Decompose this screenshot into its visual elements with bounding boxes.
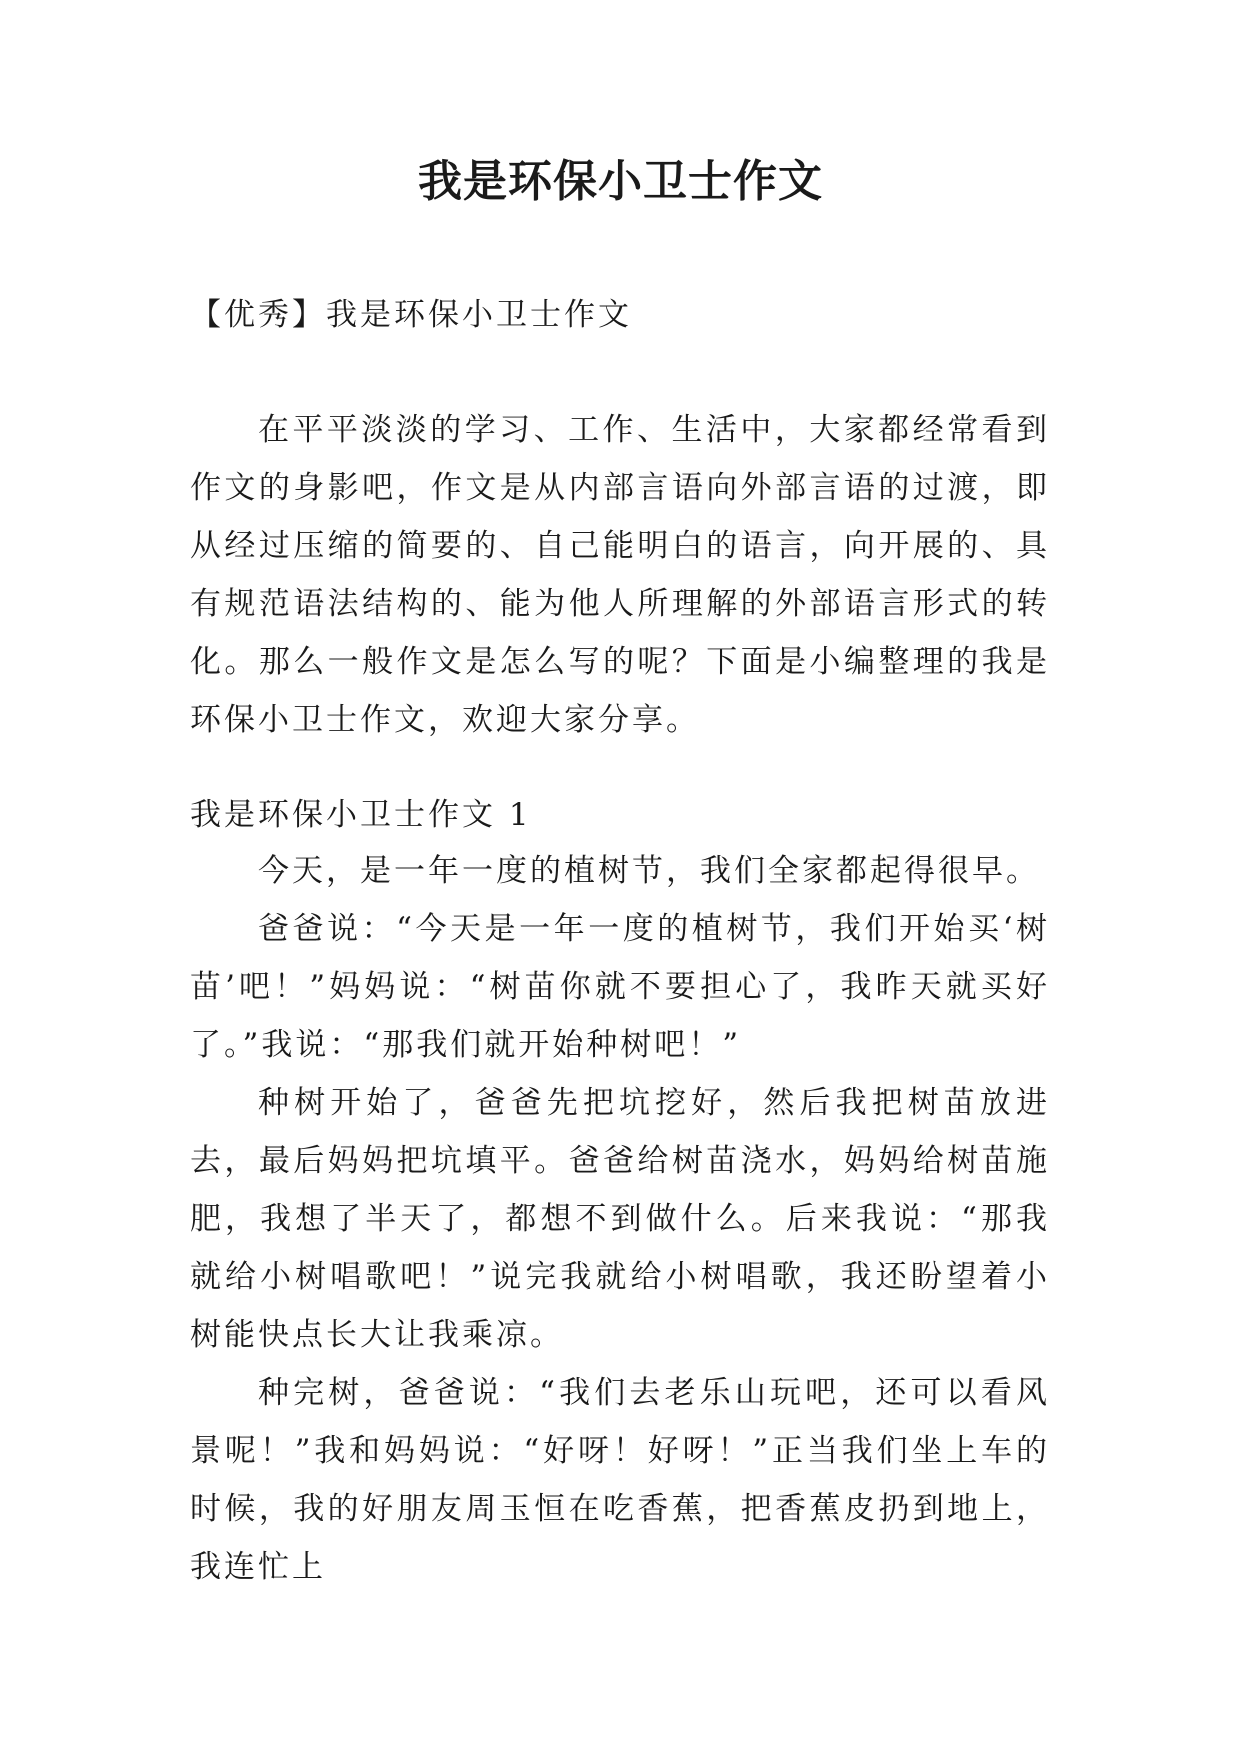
essay-paragraph: 今天，是一年一度的植树节，我们全家都起得很早。	[258, 853, 1040, 889]
essay-body	[190, 842, 1050, 1596]
essay-paragraph: 种完树，爸爸说：“我们去老乐山玩吧，还可以看风景呢！”我和妈妈说：“好呀！好呀！”正当我们坐上车的时候，我的好朋友周玉恒在吃香蕉，把香蕉皮扔到地上，我连忙上	[190, 1375, 1050, 1585]
document-title: 我是环保小卫士作文	[418, 156, 823, 207]
essay-paragraph: 爸爸说：“今天是一年一度的植树节，我们开始买‘树苗’吧！”妈妈说：“树苗你就不要担心了，我昨天就买好了。”我说：“那我们就开始种树吧！”	[190, 911, 1050, 1063]
section-heading: 我是环保小卫士作文 1	[190, 797, 532, 833]
essay-paragraph: 种树开始了，爸爸先把坑挖好，然后我把树苗放进去，最后妈妈把坑填平。爸爸给树苗浇水，妈妈给树苗施肥，我想了半天了，都想不到做什么。后来我说：“那我就给小树唱歌吧！”说完我就给小树唱歌，我还盼望着小树能快点长大让我乘凉。	[190, 1085, 1050, 1353]
document-subtitle: 【优秀】我是环保小卫士作文	[190, 297, 632, 333]
intro-paragraph: 在平平淡淡的学习、工作、生活中，大家都经常看到作文的身影吧，作文是从内部言语向外部言语的过渡，即从经过压缩的简要的、自己能明白的语言，向开展的、具有规范语法结构的、能为他人所理解的外部语言形式的转化。那么一般作文是怎么写的呢？下面是小编整理的我是环保小卫士作文，欢迎大家分享。	[190, 412, 1050, 738]
